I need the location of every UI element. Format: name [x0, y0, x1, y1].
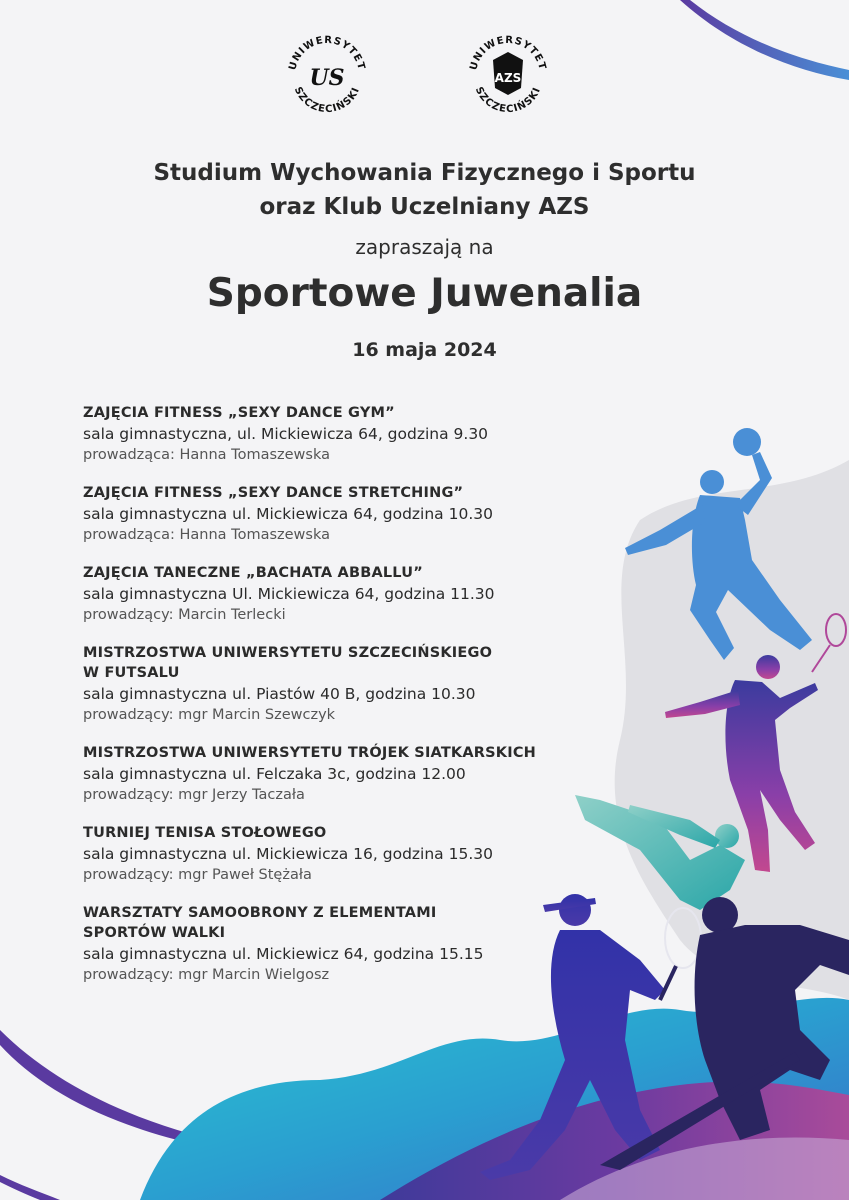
event-date: 16 maja 2024	[352, 339, 497, 361]
event-place: sala gimnastyczna ul. Mickiewicza 64, godzina 10.30	[83, 505, 493, 523]
event-name: MISTRZOSTWA UNIWERSYTETU TRÓJEK SIATKARSKICH	[83, 745, 536, 761]
event-leader: prowadzący: mgr Paweł Stężała	[83, 867, 312, 883]
event-list	[83, 403, 643, 1003]
svg-text:US: US	[309, 65, 345, 91]
svg-text:AZS: AZS	[494, 71, 522, 85]
svg-text:SZCZECIŃSKI: SZCZECIŃSKI	[291, 85, 363, 116]
event-item	[83, 403, 643, 466]
event-name-continued: SPORTÓW WALKI	[83, 925, 226, 941]
event-item	[83, 563, 643, 626]
organizer-line-2: oraz Klub Uczelniany AZS	[259, 194, 590, 220]
event-leader: prowadzący: mgr Marcin Szewczyk	[83, 707, 336, 723]
event-name: MISTRZOSTWA UNIWERSYTETU SZCZECIŃSKIEGO	[83, 645, 493, 661]
poster-header	[0, 156, 849, 364]
event-item	[83, 483, 643, 546]
us-university-logo	[282, 30, 372, 120]
event-item	[83, 903, 643, 986]
event-item	[83, 823, 643, 886]
event-place: sala gimnastyczna Ul. Mickiewicza 64, godzina 11.30	[83, 585, 495, 603]
event-leader: prowadzący: mgr Marcin Wielgosz	[83, 967, 330, 983]
svg-text:SZCZECIŃSKI: SZCZECIŃSKI	[472, 85, 544, 116]
event-leader: prowadząca: Hanna Tomaszewska	[83, 447, 330, 463]
event-place: sala gimnastyczna ul. Mickiewicz 64, godzina 15.15	[83, 945, 484, 963]
event-leader: prowadzący: Marcin Terlecki	[83, 607, 286, 623]
event-name: TURNIEJ TENISA STOŁOWEGO	[83, 825, 327, 841]
event-leader: prowadzący: mgr Jerzy Taczała	[83, 787, 305, 803]
event-item	[83, 743, 643, 806]
event-name: WARSZTATY SAMOOBRONY Z ELEMENTAMI	[83, 905, 437, 921]
event-title: Sportowe Juwenalia	[206, 271, 643, 316]
event-name: ZAJĘCIA FITNESS „SEXY DANCE GYM”	[83, 405, 395, 421]
event-place: sala gimnastyczna ul. Piastów 40 B, godzina 10.30	[83, 685, 476, 703]
azs-university-logo	[463, 30, 553, 120]
event-place: sala gimnastyczna ul. Mickiewicza 16, godzina 15.30	[83, 845, 493, 863]
event-place: sala gimnastyczna ul. Felczaka 3c, godzina 12.00	[83, 765, 466, 783]
event-name: ZAJĘCIA FITNESS „SEXY DANCE STRETCHING”	[83, 485, 464, 501]
organizer-line-1: Studium Wychowania Fizycznego i Sportu	[153, 160, 696, 186]
event-name: ZAJĘCIA TANECZNE „BACHATA ABBALLU”	[83, 565, 423, 581]
event-name-continued: W FUTSALU	[83, 665, 180, 681]
svg-text:UNIWERSYTET: UNIWERSYTET	[468, 34, 548, 72]
event-item	[83, 643, 643, 726]
svg-text:UNIWERSYTET: UNIWERSYTET	[287, 34, 367, 72]
top-right-swoosh	[680, 0, 849, 80]
invite-text: zapraszają na	[355, 235, 494, 259]
event-leader: prowadząca: Hanna Tomaszewska	[83, 527, 330, 543]
event-place: sala gimnastyczna, ul. Mickiewicza 64, godzina 9.30	[83, 425, 489, 443]
